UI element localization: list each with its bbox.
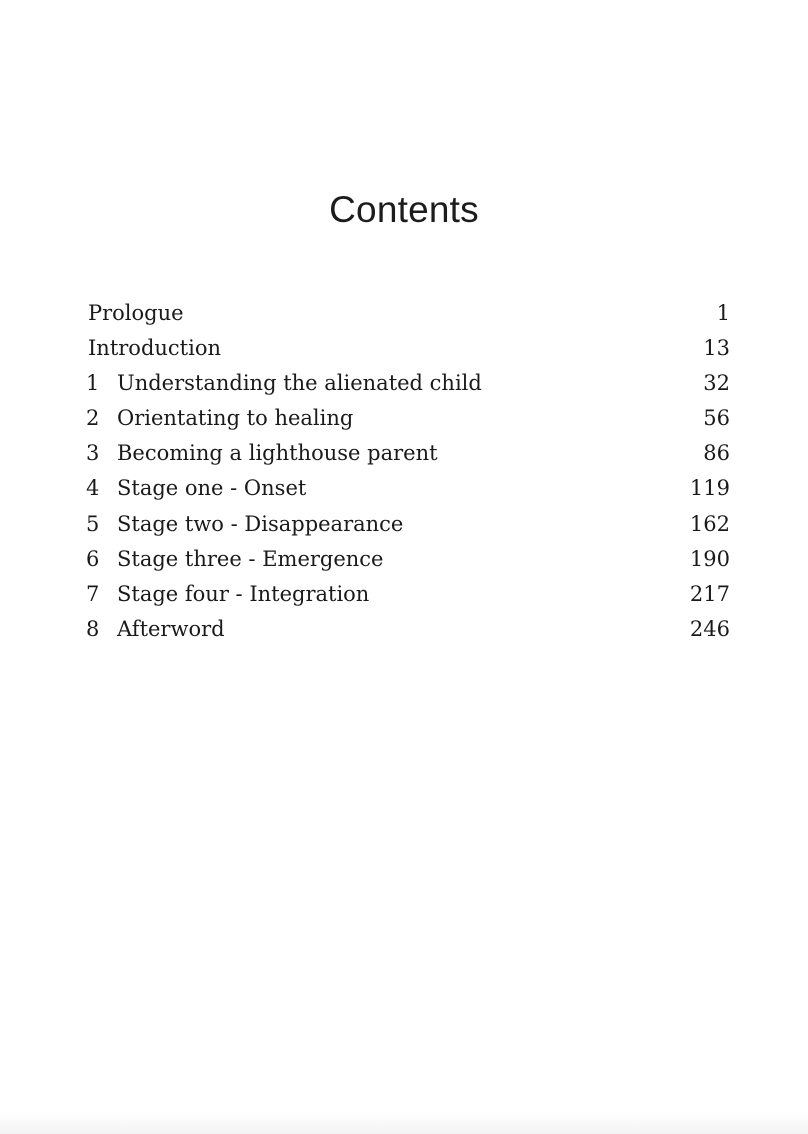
toc-entry-chapter-6[interactable] [86, 542, 730, 577]
toc-entry-title: Prologue [88, 301, 184, 325]
toc-entry-title: Orientating to healing [117, 406, 354, 431]
table-of-contents [86, 296, 730, 647]
toc-entry-page: 56 [703, 406, 730, 431]
toc-entry-number: 4 [86, 476, 100, 501]
toc-entry-number: 6 [86, 546, 100, 571]
toc-entry-title: Stage three - Emergence [117, 546, 384, 571]
toc-entry-number: 1 [86, 371, 100, 396]
toc-entry-title: Stage one - Onset [117, 476, 307, 501]
toc-entry-page: 246 [689, 616, 730, 641]
toc-entry-page: 190 [689, 546, 730, 571]
toc-entry-number: 7 [86, 581, 100, 606]
toc-entry-prologue[interactable] [86, 296, 730, 331]
toc-entry-page: 217 [689, 581, 730, 606]
toc-entry-page: 162 [689, 511, 730, 536]
page-title: Contents [329, 189, 479, 230]
toc-entry-title: Introduction [88, 336, 221, 361]
toc-entry-number: 8 [86, 616, 100, 641]
toc-entry-title: Afterword [117, 616, 225, 641]
toc-entry-introduction[interactable] [86, 331, 730, 366]
toc-entry-title: Stage four - Integration [117, 581, 370, 606]
toc-entry-chapter-2[interactable] [86, 401, 730, 436]
toc-entry-title: Stage two - Disappearance [117, 511, 404, 536]
toc-entry-page: 119 [689, 476, 730, 501]
toc-entry-chapter-5[interactable] [86, 507, 730, 542]
toc-entry-title: Understanding the alienated child [117, 371, 482, 396]
toc-entry-chapter-4[interactable] [86, 471, 730, 506]
toc-entry-title: Becoming a lighthouse parent [117, 441, 438, 466]
toc-entry-chapter-7[interactable] [86, 577, 730, 612]
toc-entry-chapter-8[interactable] [86, 612, 730, 647]
toc-entry-page: 1 [716, 301, 730, 325]
toc-entry-number: 3 [86, 441, 100, 466]
page-bottom-shadow [0, 1112, 808, 1134]
toc-entry-page: 13 [703, 336, 730, 361]
toc-entry-number: 2 [86, 406, 100, 431]
toc-entry-page: 86 [703, 441, 730, 466]
toc-entry-chapter-1[interactable] [86, 366, 730, 401]
toc-entry-page: 32 [703, 371, 730, 396]
toc-entry-number: 5 [86, 511, 100, 536]
toc-entry-chapter-3[interactable] [86, 436, 730, 471]
